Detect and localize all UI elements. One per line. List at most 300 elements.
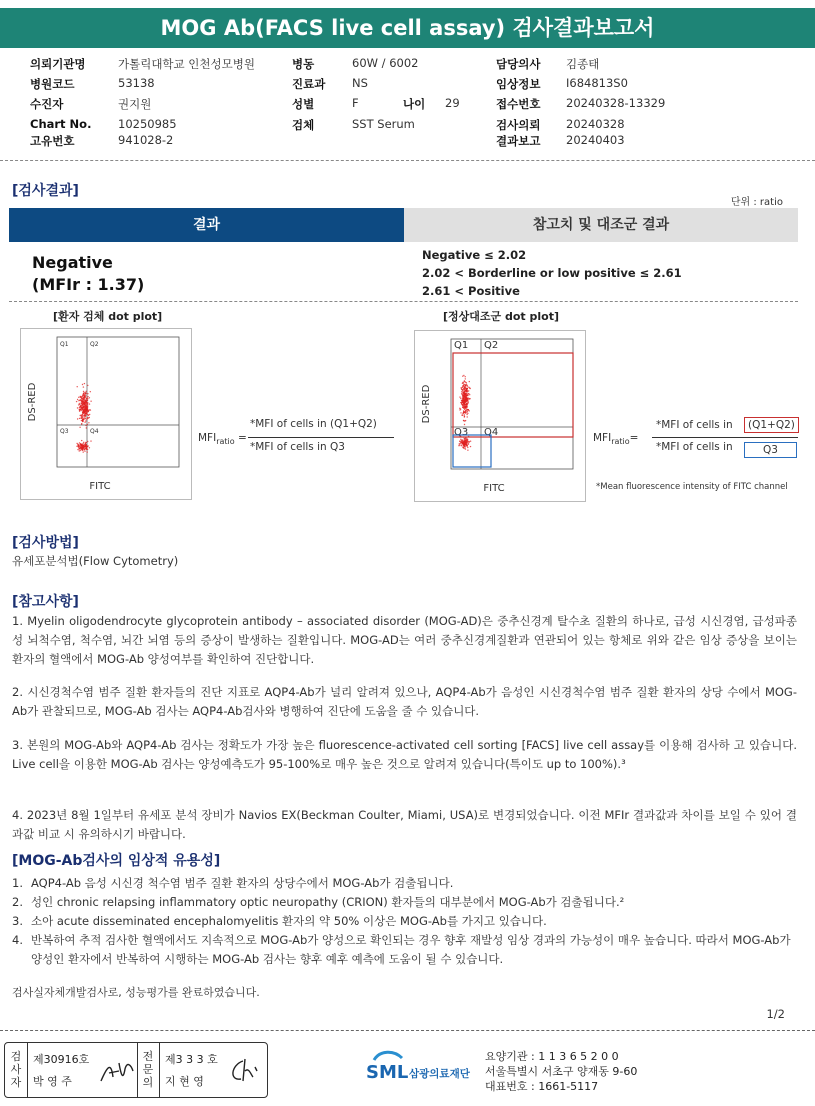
data-dot (467, 416, 468, 417)
data-dot (84, 408, 85, 409)
data-dot (79, 427, 80, 428)
data-dot (81, 440, 82, 441)
data-dot (80, 415, 81, 416)
data-dot (467, 403, 468, 404)
data-dot (464, 391, 465, 392)
data-dot (460, 444, 461, 445)
data-dot (459, 396, 460, 397)
data-dot (89, 397, 90, 398)
data-dot (79, 450, 80, 451)
data-dot (464, 402, 465, 403)
info-label: 검사의뢰 (496, 118, 541, 132)
data-dot (79, 410, 80, 411)
info-value: I684813S0 (566, 76, 628, 90)
info-value: 김종태 (566, 57, 600, 71)
reference-line: 2.02 < Borderline or low positive ≤ 2.61 (422, 266, 682, 280)
label-char: 검 (10, 1050, 22, 1063)
result-mfir: (MFIr : 1.37) (32, 275, 145, 294)
data-dot (463, 447, 464, 448)
data-dot (90, 391, 91, 392)
data-dot (85, 425, 86, 426)
data-dot (460, 408, 461, 409)
data-dot (87, 400, 88, 401)
specialist-name: 지 현 영 (165, 1075, 204, 1088)
clinical-item (12, 912, 802, 931)
data-dot (87, 385, 88, 386)
reference-column-header: 참고치 및 대조군 결과 (404, 208, 798, 242)
data-dot (83, 386, 84, 387)
data-dot (464, 388, 465, 389)
y-axis-label: DS-RED (421, 384, 432, 424)
age-value: 29 (445, 96, 460, 110)
org-info (485, 1049, 637, 1094)
q1q2-box: (Q1+Q2) (744, 417, 799, 433)
data-dot (467, 450, 468, 451)
info-value: 10250985 (118, 117, 177, 131)
data-dot (460, 439, 461, 440)
info-label: 병동 (292, 57, 315, 71)
clinical-text: AQP4-Ab 음성 시신경 척수염 범주 질환 환자의 상당수에서 MOG-Ab가 검출됩니다. (31, 876, 454, 890)
data-dot (87, 445, 88, 446)
info-label: 담당의사 (496, 57, 541, 71)
info-value: 60W / 6002 (352, 56, 419, 70)
data-dot (469, 394, 470, 395)
data-dot (470, 388, 471, 389)
data-dot (78, 400, 79, 401)
data-dot (459, 441, 460, 442)
method-text: 유세포분석법(Flow Cytometry) (12, 554, 179, 568)
data-dot (85, 443, 86, 444)
data-dot (464, 384, 465, 385)
data-dot (468, 441, 469, 442)
info-value: 20240328-13329 (566, 96, 666, 110)
result-column-header: 결과 (9, 208, 404, 242)
info-label: 검체 (292, 118, 315, 132)
data-dot (464, 424, 465, 425)
page-number: 1/2 (766, 1007, 785, 1021)
mfi-text: MFI (198, 432, 217, 444)
data-dot (465, 378, 466, 379)
data-dot (89, 403, 90, 404)
data-dot (87, 403, 88, 404)
data-dot (466, 441, 467, 442)
data-dot (84, 393, 85, 394)
quadrant-label: Q2 (484, 340, 499, 351)
data-dot (466, 388, 467, 389)
data-dot (461, 394, 462, 395)
info-value: 20240328 (566, 117, 625, 131)
data-dot (88, 422, 89, 423)
data-dot (466, 393, 467, 394)
info-value: SST Serum (352, 117, 415, 131)
data-dot (88, 415, 89, 416)
method-heading: [검사방법] (12, 535, 79, 551)
data-dot (85, 413, 86, 414)
data-dot (84, 383, 85, 384)
data-dot (77, 418, 78, 419)
formula-numerator-2: *MFI of cells in (656, 419, 733, 431)
label-char: 자 (10, 1076, 22, 1089)
data-dot (84, 422, 85, 423)
data-dot (87, 424, 88, 425)
signature-box (4, 1042, 268, 1098)
data-dot (84, 405, 85, 406)
data-dot (81, 414, 82, 415)
sml-logo-graphic (366, 1048, 482, 1088)
data-dot (465, 413, 466, 414)
data-dot (80, 396, 81, 397)
data-dot (83, 447, 84, 448)
info-label: 의뢰기관명 (30, 57, 86, 71)
note-item-1: 1. Myelin oligodendrocyte glycoprotein antibody – associated disorder (MOG-AD)은 중추신경계 탈수초 질환의 하나로, 급성 시신경염, 급성파종성 뇌척수염, 척수염, 뇌간 뇌염 등의 증상이 발생하는 질환입니다. MOG-AD는 여러 중추신경계질환과 연관되어 있는 항체로 위와 같은 임상 증상을 보이는 환자의 혈액에서 MOG-Ab 양성여부를 확인하여 진단합니다. (12, 614, 797, 666)
info-value: 가톨릭대학교 인천성모병원 (118, 57, 255, 71)
clinical-num: 4. (12, 933, 23, 947)
result-value: Negative (32, 253, 113, 272)
data-dot (85, 420, 86, 421)
data-dot (467, 447, 468, 448)
examiner-name: 박 영 주 (33, 1075, 72, 1088)
data-dot (468, 409, 469, 410)
mfi-text: MFI (593, 432, 612, 444)
data-dot (82, 419, 83, 420)
ratio-subscript: ratio (216, 437, 235, 447)
clinical-list (12, 874, 802, 969)
data-dot (466, 391, 467, 392)
data-dot (469, 398, 470, 399)
info-label: 수진자 (30, 97, 64, 111)
data-dot (83, 393, 84, 394)
data-dot (462, 396, 463, 397)
org-name: 삼광의료재단 (409, 1068, 470, 1080)
data-dot (82, 403, 83, 404)
org-line: 요양기관 : 1 1 3 6 5 2 0 0 (485, 1050, 619, 1063)
data-dot (76, 443, 77, 444)
data-dot (85, 411, 86, 412)
data-dot (462, 376, 463, 377)
data-dot (460, 398, 461, 399)
data-dot (81, 445, 82, 446)
result-value-block (32, 252, 144, 296)
data-dot (86, 408, 87, 409)
data-dot (77, 407, 78, 408)
quadrant-label: Q1 (454, 340, 469, 351)
data-dot (467, 395, 468, 396)
data-dot (468, 387, 469, 388)
data-dot (461, 400, 462, 401)
data-dot (84, 451, 85, 452)
formula-denominator-2: *MFI of cells in (656, 441, 733, 453)
data-dot (461, 391, 462, 392)
info-divider (0, 160, 815, 161)
data-dot (468, 390, 469, 391)
y-axis-label: DS-RED (27, 382, 38, 422)
data-dot (465, 448, 466, 449)
data-dot (83, 451, 84, 452)
data-dot (81, 423, 82, 424)
formula-numerator: *MFI of cells in (Q1+Q2) (250, 418, 377, 430)
q3-box: Q3 (744, 442, 797, 458)
control-plot-caption: [정상대조군 dot plot] (443, 310, 559, 323)
data-dot (79, 403, 80, 404)
data-dot (463, 405, 464, 406)
control-plot-svg (415, 331, 585, 501)
data-dot (464, 414, 465, 415)
data-dot (465, 420, 466, 421)
data-dot (81, 447, 82, 448)
x-axis-label: FITC (89, 481, 111, 492)
data-dot (464, 416, 465, 417)
info-label: 병원코드 (30, 77, 75, 91)
reference-ranges (422, 246, 682, 300)
data-dot (466, 410, 467, 411)
data-dot (85, 396, 86, 397)
data-dot (85, 392, 86, 393)
data-dot (464, 409, 465, 410)
data-dot (462, 440, 463, 441)
data-dot (79, 418, 80, 419)
data-dot (464, 411, 465, 412)
data-dot (464, 401, 465, 402)
data-dot (82, 396, 83, 397)
data-dot (467, 397, 468, 398)
note-item-3: 3. 본원의 MOG-Ab와 AQP4-Ab 검사는 정확도가 가장 높은 fluorescence-activated cell sorting [FACS] live cell assay를 이용해 검사하 고 있습니다. Live cell을 이용한 MOG-Ab 검사는 양성예측도가 95-100%로 매우 높은 것으로 알려져 있습니다(특이도 up to 100%).³ (12, 738, 797, 771)
data-dot (83, 404, 84, 405)
data-dot (86, 391, 87, 392)
info-label: Chart No. (30, 117, 92, 131)
data-dot (85, 404, 86, 405)
data-dot (462, 400, 463, 401)
data-dot (84, 449, 85, 450)
data-dot (80, 418, 81, 419)
data-dot (83, 401, 84, 402)
data-dot (466, 384, 467, 385)
mfi-ratio-label-2: $MFI_{ratio}=$ (593, 432, 639, 447)
data-dot (465, 376, 466, 377)
specialist-signature (227, 1055, 265, 1087)
data-dot (80, 444, 81, 445)
info-label: 접수번호 (496, 97, 541, 111)
data-dot (461, 389, 462, 390)
data-dot (81, 400, 82, 401)
data-dot (79, 442, 80, 443)
quadrant-label: Q4 (90, 428, 99, 435)
info-value: 권지원 (118, 97, 152, 111)
data-dot (470, 441, 471, 442)
info-value: NS (352, 76, 368, 90)
unit-note: 단위 : ratio (730, 197, 783, 208)
data-dot (464, 439, 465, 440)
data-dot (466, 395, 467, 396)
data-dot (77, 399, 78, 400)
data-dot (470, 446, 471, 447)
data-dot (464, 440, 465, 441)
data-dot (81, 398, 82, 399)
data-dot (467, 438, 468, 439)
data-dot (466, 403, 467, 404)
data-dot (462, 414, 463, 415)
data-dot (463, 395, 464, 396)
control-dot-plot (414, 330, 586, 502)
data-dot (85, 444, 86, 445)
data-dot (84, 402, 85, 403)
data-dot (87, 411, 88, 412)
data-dot (85, 399, 86, 400)
data-dot (87, 396, 88, 397)
data-dot (85, 407, 86, 408)
data-dot (84, 398, 85, 399)
specialist-license: 제3 3 3 호 (165, 1053, 218, 1066)
data-dot (86, 449, 87, 450)
data-dot (76, 401, 77, 402)
clinical-num: 1. (12, 876, 23, 890)
results-heading: [검사결과] (12, 183, 79, 199)
info-label: 진료과 (292, 77, 326, 91)
data-dot (464, 407, 465, 408)
info-value: 53138 (118, 76, 155, 90)
quadrant-label: Q4 (484, 427, 499, 438)
data-dot (83, 416, 84, 417)
logo-text: SML (366, 1062, 409, 1083)
data-dot (459, 444, 460, 445)
clinical-heading: [MOG-Ab검사의 임상적 유용성] (12, 853, 221, 869)
info-label: 고유번호 (30, 134, 75, 148)
note-item-4: 4. 2023년 8월 1일부터 유세포 분석 장비가 Navios EX(Beckman Coulter, Miami, USA)로 변경되었습니다. 이전 MFIr 결과값과 차이를 보일 수 있어 결과값 비교 시 유의하시기 바랍니다. (12, 808, 797, 841)
data-dot (466, 444, 467, 445)
data-dot (84, 414, 85, 415)
fraction-line-2 (652, 437, 798, 438)
data-dot (469, 381, 470, 382)
data-dot (83, 395, 84, 396)
data-dot (82, 384, 83, 385)
data-dot (79, 404, 80, 405)
data-dot (78, 444, 79, 445)
mfi-ratio-label: $MFI_{ratio}$ = (198, 432, 247, 447)
data-dot (463, 399, 464, 400)
org-line: 대표번호 : 1661-5117 (485, 1080, 599, 1093)
info-label: 결과보고 (496, 134, 541, 148)
sign-separator (137, 1043, 138, 1097)
data-dot (465, 395, 466, 396)
info-value: 941028-2 (118, 133, 174, 147)
data-dot (468, 443, 469, 444)
specialist-label (139, 1050, 157, 1089)
data-dot (462, 402, 463, 403)
data-dot (463, 420, 464, 421)
data-dot (86, 427, 87, 428)
info-label: 임상정보 (496, 77, 541, 91)
label-char: 문 (142, 1063, 154, 1076)
data-dot (466, 404, 467, 405)
data-dot (463, 444, 464, 445)
data-dot (466, 414, 467, 415)
data-dot (462, 382, 463, 383)
data-dot (464, 443, 465, 444)
data-dot (83, 412, 84, 413)
data-dot (89, 414, 90, 415)
data-dot (87, 393, 88, 394)
data-dot (468, 401, 469, 402)
sml-logo (366, 1048, 482, 1092)
data-dot (464, 386, 465, 387)
data-dot (82, 449, 83, 450)
data-dot (90, 401, 91, 402)
data-dot (87, 418, 88, 419)
clinical-item (12, 874, 802, 893)
clinical-text: 성인 chronic relapsing inflammatory optic neuropathy (CRION) 환자들의 대부분에서 MOG-Ab가 검출됩니다.² (31, 895, 625, 909)
patient-plot-caption: [환자 검체 dot plot] (53, 310, 163, 323)
fraction-line (248, 437, 394, 438)
plot-frame (57, 337, 179, 467)
footer-divider (0, 1030, 815, 1031)
info-value: 20240403 (566, 133, 625, 147)
label-char: 의 (142, 1076, 154, 1089)
data-dot (80, 443, 81, 444)
data-dot (466, 440, 467, 441)
data-dot (78, 397, 79, 398)
data-dot (79, 407, 80, 408)
data-dot (460, 412, 461, 413)
data-dot (86, 447, 87, 448)
closing-note: 검사실자체개발검사로, 성능평가를 완료하였습니다. (12, 986, 260, 999)
patient-dot-plot (20, 328, 192, 500)
info-label: 성별 (292, 97, 315, 111)
data-dot (81, 408, 82, 409)
data-dot (87, 451, 88, 452)
clinical-num: 2. (12, 895, 23, 909)
reference-line: 2.61 < Positive (422, 284, 520, 298)
data-dot (463, 403, 464, 404)
result-divider (9, 301, 798, 302)
age-label: 나이 (403, 97, 426, 111)
data-dot (89, 447, 90, 448)
data-dot (90, 409, 91, 410)
data-dot (463, 394, 464, 395)
report-title: MOG Ab(FACS live cell assay) 검사결과보고서 (0, 8, 815, 48)
note-item-2: 2. 시신경척수염 범주 질환 환자들의 진단 지표로 AQP4-Ab가 널리 알려져 있으나, AQP4-Ab가 음성인 시신경척수염 범주 질환 환자의 상당 수에서 MOG-Ab가 관찰되므로, MOG-Ab 검사는 AQP4-Ab검사와 병행하여 진단에 도움을 줄 수 있습니다. (12, 685, 797, 718)
data-dot (462, 386, 463, 387)
data-dot (83, 443, 84, 444)
formula-denominator: *MFI of cells in Q3 (250, 441, 345, 453)
sign-separator (27, 1043, 28, 1097)
data-dot (464, 405, 465, 406)
formula-footnote: *Mean fluorescence intensity of FITC channel (596, 482, 788, 492)
org-line: 서울특별시 서초구 양재동 9-60 (485, 1065, 638, 1078)
data-dot (79, 447, 80, 448)
label-char: 전 (142, 1050, 154, 1063)
data-dot (80, 399, 81, 400)
data-dot (85, 446, 86, 447)
data-dot (464, 381, 465, 382)
data-dot (466, 389, 467, 390)
clinical-text: 반복하여 추적 검사한 혈액에서도 지속적으로 MOG-Ab가 양성으로 확인되는 경우 향후 재발성 임상 경과의 가능성이 매우 높습니다. 따라서 MOG-Ab가 양성인 환자에서 반복하여 시행하는 MOG-Ab 검사는 향후 예후 예측에 도움이 될 수 있습니다. (31, 933, 791, 966)
data-dot (77, 386, 78, 387)
x-axis-label: FITC (483, 483, 505, 494)
plot-frame (451, 339, 573, 469)
examiner-signature (97, 1057, 137, 1087)
data-dot (77, 449, 78, 450)
data-dot (83, 407, 84, 408)
data-dot (83, 444, 84, 445)
data-dot (467, 386, 468, 387)
clinical-item (12, 893, 802, 912)
data-dot (465, 408, 466, 409)
examiner-license: 제30916호 (33, 1053, 90, 1066)
clinical-text: 소아 acute disseminated encephalomyelitis 환자의 약 50% 이상은 MOG-Ab를 가지고 있습니다. (31, 914, 547, 928)
data-dot (87, 441, 88, 442)
notes-heading: [참고사항] (12, 594, 79, 610)
ratio-subscript: ratio (611, 437, 630, 447)
quadrant-label: Q3 (60, 428, 69, 435)
